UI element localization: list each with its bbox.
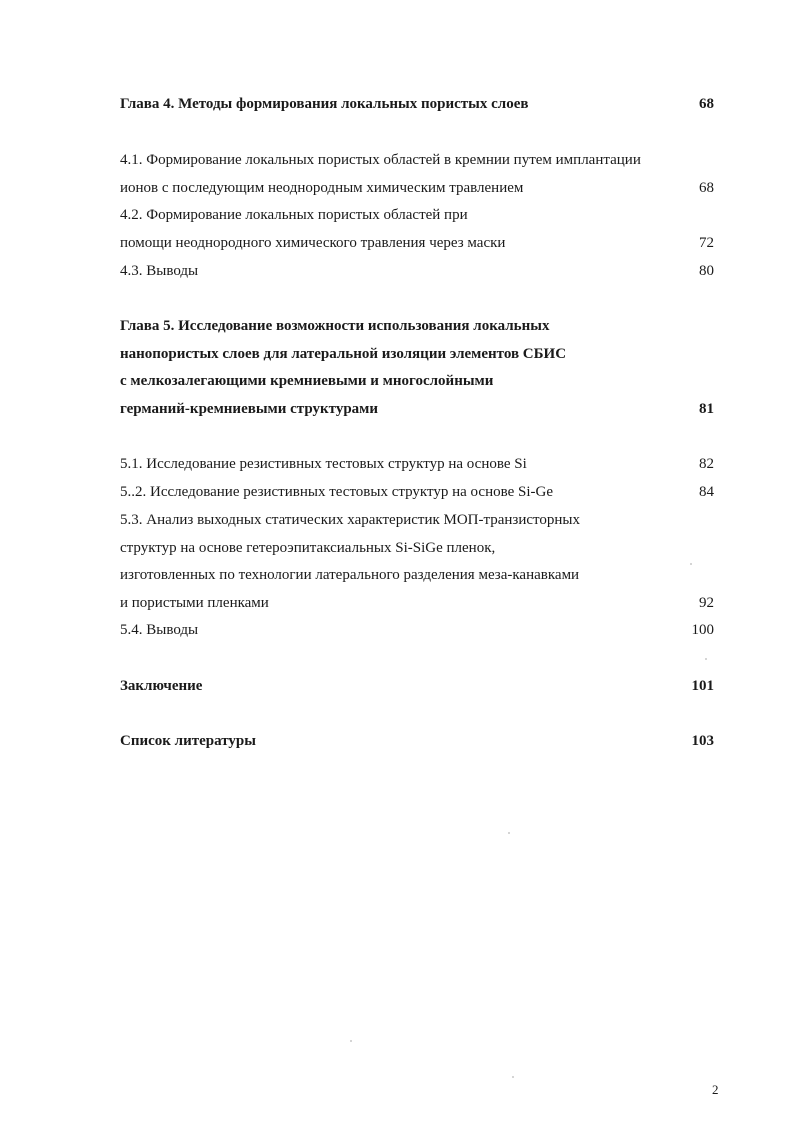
toc-entry-5-3-line-4 (120, 589, 714, 617)
toc-entry-title: 5..2. Исследование резистивных тестовых структур на основе Si-Ge (120, 484, 554, 500)
toc-entry-conclusion (120, 672, 714, 700)
toc-entry-page: 101 (691, 678, 714, 694)
toc-entry-title: Глава 4. Методы формирования локальных пористых слоев (120, 96, 529, 112)
page-number: 2 (712, 1082, 719, 1097)
toc-entry-title: Список литературы (120, 733, 256, 749)
toc-entry-page: 72 (699, 235, 714, 251)
toc-entry-title: структур на основе гетероэпитаксиальных Si-SiGe пленок, (120, 540, 496, 556)
scan-speck (705, 658, 707, 660)
toc-entry-5-3-line-2 (120, 534, 714, 562)
scan-speck (508, 832, 510, 834)
scan-speck (512, 1076, 514, 1078)
toc-entry-4-1-line-2 (120, 174, 714, 202)
toc-entry-page: 92 (699, 595, 714, 611)
toc-entry-title: 5.1. Исследование резистивных тестовых структур на основе Si (120, 456, 527, 472)
toc-entry-page: 68 (699, 96, 714, 112)
toc-entry-chapter-5-line-1 (120, 312, 714, 340)
toc-entry-page: 100 (691, 622, 714, 638)
toc-entry-chapter-4 (120, 90, 714, 118)
toc-entry-page: 81 (699, 401, 714, 417)
toc-entry-5-3-line-1 (120, 506, 714, 534)
toc-entry-title: 5.4. Выводы (120, 622, 199, 638)
toc-entry-page: 103 (691, 733, 714, 749)
toc-entry-title: ионов с последующим неоднородным химическим травлением (120, 180, 524, 196)
toc-entry-title: Глава 5. Исследование возможности использования локальных (120, 318, 550, 334)
toc-entry-page: 80 (699, 263, 714, 279)
scan-speck (350, 1040, 352, 1042)
toc-entry-5-2 (120, 478, 714, 506)
toc-entry-chapter-5-line-4 (120, 395, 714, 423)
toc-entry-4-1-line-1 (120, 146, 714, 174)
toc-entry-title: изготовленных по технологии латерального разделения меза-канавками (120, 567, 580, 583)
toc-entry-5-4 (120, 616, 714, 644)
toc-entry-title: и пористыми пленками (120, 595, 269, 611)
toc-entry-title: нанопористых слоев для латеральной изоляции элементов СБИС (120, 346, 567, 362)
scan-speck (690, 563, 692, 565)
toc-entry-title: 4.3. Выводы (120, 263, 199, 279)
toc-entry-page: 68 (699, 180, 714, 196)
toc-entry-4-2-line-2 (120, 229, 714, 257)
toc-entry-5-3-line-3 (120, 561, 714, 589)
toc-entry-chapter-5-line-3 (120, 367, 714, 395)
toc-entry-references (120, 727, 714, 755)
toc-entry-title: Заключение (120, 678, 203, 694)
toc-entry-title: с мелкозалегающими кремниевыми и многослойными (120, 373, 494, 389)
toc-entry-title: помощи неоднородного химического травления через маски (120, 235, 506, 251)
toc-entry-title: германий-кремниевыми структурами (120, 401, 379, 417)
toc-entry-title: 4.1. Формирование локальных пористых областей в кремнии путем имплантации (120, 152, 641, 168)
toc-entry-4-2-line-1 (120, 201, 714, 229)
toc-entry-title: 4.2. Формирование локальных пористых областей при (120, 207, 468, 223)
toc-entry-page: 84 (699, 484, 714, 500)
toc-entry-page: 82 (699, 456, 714, 472)
toc-entry-title: 5.3. Анализ выходных статических характеристик МОП-транзисторных (120, 512, 580, 528)
toc-entry-4-3 (120, 257, 714, 285)
toc-entry-chapter-5-line-2 (120, 340, 714, 368)
toc-entry-5-1 (120, 450, 714, 478)
